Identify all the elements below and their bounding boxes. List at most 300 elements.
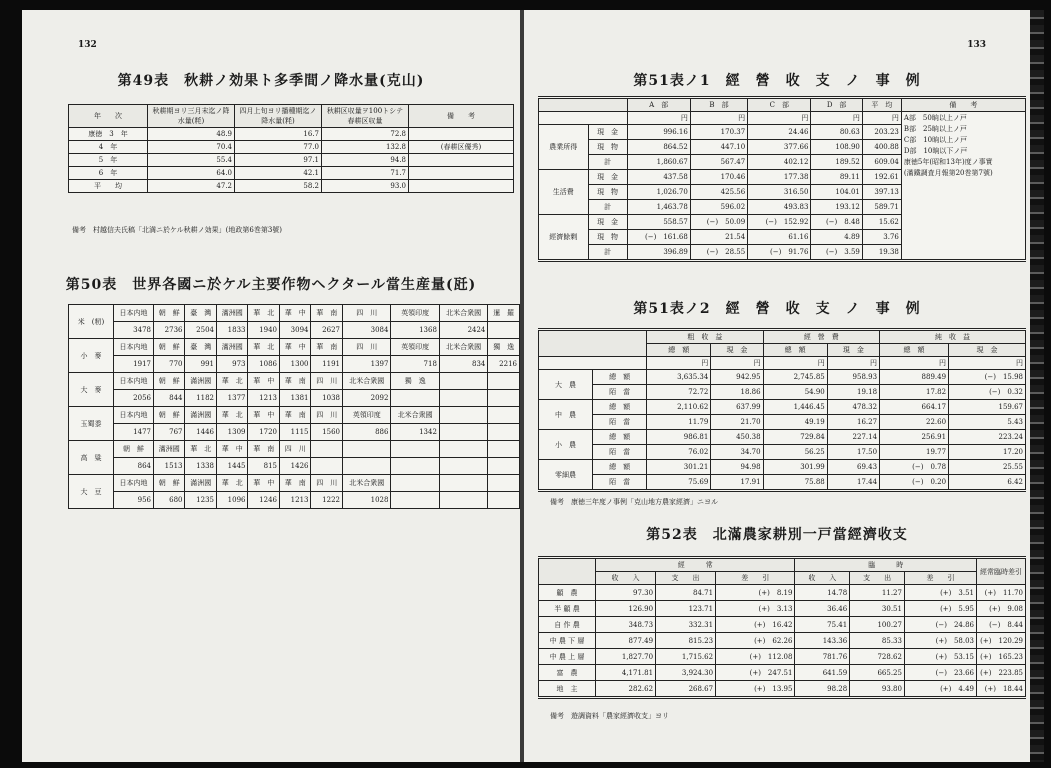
t512-kind: 陌 當 — [593, 415, 647, 430]
t511-value: 402.12 — [748, 155, 811, 170]
t50-country: 華 北 — [248, 305, 280, 322]
t49-cell-c: 132.8 — [322, 141, 409, 154]
t50-value — [488, 322, 520, 339]
t52-sub: 收 入 — [596, 572, 656, 585]
t511-value: (−) 161.68 — [627, 230, 690, 245]
t50-country: 北米合衆國 — [391, 407, 439, 424]
t50-country: 華 南 — [279, 373, 311, 390]
t512-value: (−) 0.78 — [880, 460, 949, 475]
t512-value: 72.72 — [647, 385, 711, 400]
t50-value: 991 — [185, 356, 217, 373]
t511-group: 農業所得 — [539, 125, 589, 170]
t49-cell-b: 77.0 — [235, 141, 322, 154]
t50-value: 1940 — [248, 322, 280, 339]
t511-value: 316.50 — [748, 185, 811, 200]
t512-value: (−) 0.20 — [880, 475, 949, 491]
t511-value: 61.16 — [748, 230, 811, 245]
t511-value: 558.57 — [627, 215, 690, 230]
t511-col: C 部 — [748, 98, 811, 112]
t512-value: 17.82 — [880, 385, 949, 400]
t52-name: 中 農 上 層 — [539, 649, 596, 665]
t50-country: 朝 鮮 — [153, 475, 185, 492]
t50-country: 華 中 — [248, 373, 280, 390]
t50-value: 1917 — [114, 356, 154, 373]
t49-note: (春耕区優秀) — [409, 141, 514, 154]
t512-group: 純 收 益 — [880, 330, 1026, 344]
table-51-2-footnote: 備考 康徳三年度ノ事例「克山地方農家經濟」ニヨル — [550, 498, 718, 506]
t511-remark-line: (滿鐵調査月報第20巻第7號) — [903, 169, 993, 177]
t52-sub: 差 引 — [716, 572, 795, 585]
t50-empty — [391, 492, 439, 509]
t511-value: 397.13 — [862, 185, 901, 200]
t50-value: 3094 — [279, 322, 311, 339]
table-52 — [538, 556, 1026, 699]
t50-country: 英領印度 — [391, 339, 439, 356]
t512-value: 17.50 — [827, 445, 879, 460]
t511-value: 177.38 — [748, 170, 811, 185]
t511-value: (−) 8.48 — [811, 215, 862, 230]
t50-country-row — [69, 373, 520, 390]
t511-value: 3.76 — [862, 230, 901, 245]
t512-value: 478.32 — [827, 400, 879, 415]
t512-kind: 陌 當 — [593, 475, 647, 491]
t50-value-row — [69, 390, 520, 407]
t52-value: (+) 53.15 — [904, 649, 976, 665]
t511-remark-line: B部 25晌以上ノ戸 — [903, 125, 967, 133]
t50-empty — [391, 458, 439, 475]
t511-item: 現 物 — [588, 230, 627, 245]
t52-name: 中 農 下 層 — [539, 633, 596, 649]
t52-value: (+) 11.70 — [977, 585, 1026, 601]
t50-value: 1096 — [216, 492, 248, 509]
t50-value: 1222 — [311, 492, 343, 509]
t49-note — [409, 154, 514, 167]
t50-empty — [311, 458, 343, 475]
t52-value: (+) 3.13 — [716, 601, 795, 617]
t50-country: 華 中 — [279, 339, 311, 356]
t50-country: 華 南 — [279, 475, 311, 492]
t50-value: 2056 — [114, 390, 154, 407]
t50-country: 四 川 — [311, 373, 343, 390]
t512-group: 經 營 費 — [763, 330, 879, 344]
t52-sub: 支 出 — [850, 572, 905, 585]
t511-col: 備 考 — [901, 98, 1025, 112]
t49-cell-b: 16.7 — [235, 128, 322, 141]
t50-country: 華 中 — [279, 305, 311, 322]
t512-value: 5.43 — [949, 415, 1026, 430]
t52-value: 282.62 — [596, 681, 656, 698]
t512-kind: 總 額 — [593, 370, 647, 385]
t512-kind: 總 額 — [593, 460, 647, 475]
t52-corner — [539, 558, 596, 585]
t511-remark-line: A部 50晌以上ノ戸 — [903, 114, 967, 122]
t50-value: 770 — [153, 356, 185, 373]
t50-value: 1300 — [279, 356, 311, 373]
t512-value: 986.81 — [647, 430, 711, 445]
t50-empty — [488, 475, 520, 492]
t50-country: 朝 鮮 — [153, 407, 185, 424]
t50-value: 2216 — [488, 356, 520, 373]
t52-value: (+) 3.51 — [904, 585, 976, 601]
t49-col-b: 四月上旬ヨリ播種期迄ノ降水量(粍) — [235, 105, 322, 128]
t49-note — [409, 180, 514, 193]
t49-cell-a: 48.9 — [148, 128, 235, 141]
t50-value: 864 — [114, 458, 154, 475]
t512-unit: 円 — [880, 357, 949, 370]
t511-value: 567.47 — [690, 155, 747, 170]
t511-item: 現 金 — [588, 125, 627, 140]
t50-country: 北米合衆國 — [342, 475, 390, 492]
table-49 — [68, 104, 514, 193]
t52-value: (+) 9.08 — [977, 601, 1026, 617]
t511-header — [539, 98, 1026, 112]
t52-value: (+) 5.95 — [904, 601, 976, 617]
t52-name: 顧 農 — [539, 585, 596, 601]
t511-value: 15.62 — [862, 215, 901, 230]
t50-empty — [391, 441, 439, 458]
t50-empty — [488, 458, 520, 475]
t50-country-row — [69, 339, 520, 356]
t52-value: (+) 8.19 — [716, 585, 795, 601]
t50-country: 暹 羅 — [488, 305, 520, 322]
t49-col-c: 秋耕区収量ヲ100トシテ春耕区収量 — [322, 105, 409, 128]
t512-farm: 大 農 — [539, 370, 593, 400]
t511-col: D 部 — [811, 98, 862, 112]
t512-farm: 中 農 — [539, 400, 593, 430]
t52-value: 728.62 — [850, 649, 905, 665]
t52-value: 268.67 — [656, 681, 716, 698]
t512-value: 16.27 — [827, 415, 879, 430]
t50-country: 華 中 — [216, 441, 248, 458]
t50-value: 956 — [114, 492, 154, 509]
t511-value: 437.58 — [627, 170, 690, 185]
page-number-left: 132 — [78, 40, 97, 50]
t52-row — [539, 633, 1026, 649]
t50-country: 日本内地 — [114, 305, 154, 322]
left-page — [22, 10, 520, 762]
t50-country: 四 川 — [279, 441, 311, 458]
t52-value: (+) 62.26 — [716, 633, 795, 649]
t49-cell-c: 71.7 — [322, 167, 409, 180]
t52-value: 781.76 — [795, 649, 850, 665]
t511-item: 計 — [588, 155, 627, 170]
t511-value: 4.89 — [811, 230, 862, 245]
t49-year: 康徳 3 年 — [69, 128, 148, 141]
t50-value: 1513 — [153, 458, 185, 475]
t511-unit: 円 — [690, 112, 747, 125]
t50-value-row — [69, 424, 520, 441]
t50-empty — [488, 407, 520, 424]
t511-value: 609.04 — [862, 155, 901, 170]
t512-value: 3,635.34 — [647, 370, 711, 385]
t512-unit: 円 — [647, 357, 711, 370]
t50-value: 1028 — [342, 492, 390, 509]
t50-country: 華 南 — [311, 339, 343, 356]
t512-value: 75.69 — [647, 475, 711, 491]
t50-value-row — [69, 458, 520, 475]
t52-value: 14.78 — [795, 585, 850, 601]
t50-value: 1342 — [391, 424, 439, 441]
t52-value: (−) 23.66 — [904, 665, 976, 681]
t49-row — [69, 141, 514, 154]
t50-country: 朝 鮮 — [153, 339, 185, 356]
t511-value: 203.23 — [862, 125, 901, 140]
t49-row — [69, 128, 514, 141]
t50-empty — [439, 424, 487, 441]
t512-value: 18.86 — [711, 385, 763, 400]
t52-value: 98.28 — [795, 681, 850, 698]
t49-year: 5 年 — [69, 154, 148, 167]
table-52-footnote: 備考 遊調資料「農家經濟收支」ヨリ — [550, 712, 669, 720]
t50-empty — [488, 373, 520, 390]
t511-value: 24.46 — [748, 125, 811, 140]
t50-country: 四 川 — [342, 339, 390, 356]
t52-header-sub — [539, 572, 1026, 585]
t512-value: 25.55 — [949, 460, 1026, 475]
t512-value: 34.70 — [711, 445, 763, 460]
t50-value: 1446 — [185, 424, 217, 441]
t52-value: 641.59 — [795, 665, 850, 681]
t512-kind: 總 額 — [593, 430, 647, 445]
t512-value: 17.91 — [711, 475, 763, 491]
t52-value: 93.80 — [850, 681, 905, 698]
t52-value: 665.25 — [850, 665, 905, 681]
t512-row — [539, 400, 1026, 415]
t512-row — [539, 460, 1026, 475]
t511-value: 80.63 — [811, 125, 862, 140]
t49-year: 平 均 — [69, 180, 148, 193]
t50-value: 767 — [153, 424, 185, 441]
t52-value: 815.23 — [656, 633, 716, 649]
t512-sub: 總 額 — [763, 344, 827, 357]
t50-value: 1368 — [391, 322, 439, 339]
t50-country-row — [69, 407, 520, 424]
t49-row — [69, 167, 514, 180]
table-51-2 — [538, 328, 1026, 492]
t512-value: 301.99 — [763, 460, 827, 475]
t50-value: 1445 — [216, 458, 248, 475]
t50-country: 華 北 — [185, 441, 217, 458]
t512-value: 19.77 — [880, 445, 949, 460]
t52-value: (−) 24.86 — [904, 617, 976, 633]
t50-empty — [439, 458, 487, 475]
t512-sub: 現 金 — [711, 344, 763, 357]
t49-cell-a: 70.4 — [148, 141, 235, 154]
t52-value: 348.73 — [596, 617, 656, 633]
t50-country: 華 南 — [279, 407, 311, 424]
t50-value: 2092 — [342, 390, 390, 407]
t50-crop-name: 高 粱 — [69, 441, 114, 475]
t52-value: (+) 16.42 — [716, 617, 795, 633]
t50-value: 1309 — [216, 424, 248, 441]
t512-value: 69.43 — [827, 460, 879, 475]
t50-country: 日本内地 — [114, 407, 154, 424]
t511-remarks — [901, 112, 1025, 261]
t50-value: 834 — [439, 356, 487, 373]
t49-year: 6 年 — [69, 167, 148, 180]
t50-empty — [488, 424, 520, 441]
t50-value — [391, 390, 439, 407]
t50-value-row — [69, 492, 520, 509]
table-49-title: 第49表 秋耕ノ効果ト多季間ノ降水量(克山) — [117, 73, 425, 89]
t512-kind: 陌 當 — [593, 445, 647, 460]
t512-value: 2,745.85 — [763, 370, 827, 385]
t52-group: 經常臨時差引 — [977, 558, 1026, 585]
t50-country: 華 南 — [248, 441, 280, 458]
t511-unit-corner — [539, 112, 628, 125]
t52-value: 1,827.70 — [596, 649, 656, 665]
t512-value: 54.90 — [763, 385, 827, 400]
t511-item: 計 — [588, 200, 627, 215]
t512-unit: 円 — [827, 357, 879, 370]
t50-country: 四 川 — [342, 305, 390, 322]
t52-value: (+) 58.03 — [904, 633, 976, 649]
t52-value: (+) 223.85 — [977, 665, 1026, 681]
t49-col-a: 秋耕期ヨリ三月末迄ノ降水量(粍) — [148, 105, 235, 128]
t52-value: 36.46 — [795, 601, 850, 617]
t511-item: 現 金 — [588, 170, 627, 185]
t511-col: B 部 — [690, 98, 747, 112]
t50-value: 2504 — [185, 322, 217, 339]
t50-value: 1560 — [311, 424, 343, 441]
t50-country: 華 北 — [216, 373, 248, 390]
t512-row — [539, 475, 1026, 491]
t50-crop-name: 大 麥 — [69, 373, 114, 407]
t511-corner — [539, 98, 628, 112]
t50-country: 日本内地 — [114, 373, 154, 390]
t52-value: 4,171.81 — [596, 665, 656, 681]
t511-unit: 円 — [811, 112, 862, 125]
t50-country: 華 北 — [216, 407, 248, 424]
t512-value: 301.21 — [647, 460, 711, 475]
t50-value: 718 — [391, 356, 439, 373]
t511-value: 400.88 — [862, 140, 901, 155]
t511-value: 1,463.78 — [627, 200, 690, 215]
t52-value: 332.31 — [656, 617, 716, 633]
t512-value: 729.84 — [763, 430, 827, 445]
t50-country-row — [69, 305, 520, 322]
page-number-right: 133 — [967, 40, 986, 50]
t512-value: 958.93 — [827, 370, 879, 385]
t50-crop-name: 小 麥 — [69, 339, 114, 373]
scan-edge — [1030, 10, 1044, 762]
t511-value: 19.38 — [862, 245, 901, 261]
t52-value: (+) 13.95 — [716, 681, 795, 698]
table-51-1 — [538, 96, 1026, 262]
t511-value: (−) 3.59 — [811, 245, 862, 261]
t50-country: 臺 灣 — [185, 305, 217, 322]
t50-country: 滿洲國 — [185, 475, 217, 492]
t50-value: 1338 — [185, 458, 217, 475]
t49-cell-a: 47.2 — [148, 180, 235, 193]
t512-sub: 總 額 — [880, 344, 949, 357]
t511-value: (−) 152.92 — [748, 215, 811, 230]
t512-value: 11.79 — [647, 415, 711, 430]
t50-country: 華 北 — [216, 475, 248, 492]
t50-empty — [488, 390, 520, 407]
t511-value: 170.46 — [690, 170, 747, 185]
t52-value: 97.30 — [596, 585, 656, 601]
t512-group: 粗 收 益 — [647, 330, 763, 344]
t50-crop-name: 玉蜀黍 — [69, 407, 114, 441]
t511-group: 經濟餘剰 — [539, 215, 589, 261]
t512-unit-row — [539, 357, 1026, 370]
t511-value: 21.54 — [690, 230, 747, 245]
t512-kind: 總 額 — [593, 400, 647, 415]
t512-value: 2,110.62 — [647, 400, 711, 415]
t511-value: 170.37 — [690, 125, 747, 140]
t512-value: (−) 15.98 — [949, 370, 1026, 385]
t50-empty — [439, 373, 487, 390]
t50-country: 滿洲國 — [185, 373, 217, 390]
t52-value: 85.33 — [850, 633, 905, 649]
t511-remark-line: 康徳5年(昭和13年)度ノ事實 — [903, 158, 993, 166]
t50-country: 北米合衆國 — [342, 373, 390, 390]
t512-value: 76.02 — [647, 445, 711, 460]
t50-crop-name: 大 豆 — [69, 475, 114, 509]
t52-row — [539, 665, 1026, 681]
t50-value: 1213 — [248, 390, 280, 407]
t511-value: 493.83 — [748, 200, 811, 215]
t50-empty — [342, 458, 390, 475]
t512-value: 94.98 — [711, 460, 763, 475]
t52-value: 126.90 — [596, 601, 656, 617]
t512-value: 6.42 — [949, 475, 1026, 491]
t50-empty — [342, 441, 390, 458]
t50-country: 華 南 — [311, 305, 343, 322]
t512-value: 19.18 — [827, 385, 879, 400]
t511-value: 447.10 — [690, 140, 747, 155]
t52-sub: 差 引 — [904, 572, 976, 585]
t511-unit: 円 — [748, 112, 811, 125]
t50-value: 1426 — [279, 458, 311, 475]
t512-header-top — [539, 330, 1026, 344]
t50-empty — [439, 407, 487, 424]
t52-name: 半 顧 農 — [539, 601, 596, 617]
t50-value-row — [69, 356, 520, 373]
t50-empty — [439, 390, 487, 407]
t49-col-note: 備 考 — [409, 105, 514, 128]
t49-cell-c: 93.0 — [322, 180, 409, 193]
t511-item: 現 物 — [588, 140, 627, 155]
t50-country: 獨 逸 — [391, 373, 439, 390]
t50-value: 1397 — [342, 356, 390, 373]
t50-value: 1213 — [279, 492, 311, 509]
t52-name: 富 農 — [539, 665, 596, 681]
t52-value: 11.27 — [850, 585, 905, 601]
t52-value: 1,715.62 — [656, 649, 716, 665]
t511-col: 平 均 — [862, 98, 901, 112]
t50-value: 815 — [248, 458, 280, 475]
t49-note — [409, 167, 514, 180]
t50-empty — [439, 441, 487, 458]
t50-country-row — [69, 441, 520, 458]
t52-value: (+) 112.08 — [716, 649, 795, 665]
t50-value: 1833 — [216, 322, 248, 339]
t52-value: (+) 4.49 — [904, 681, 976, 698]
t512-value: 159.67 — [949, 400, 1026, 415]
t512-row — [539, 370, 1026, 385]
t49-cell-b: 97.1 — [235, 154, 322, 167]
t512-row — [539, 430, 1026, 445]
t50-value: 1381 — [279, 390, 311, 407]
t52-row — [539, 601, 1026, 617]
t512-value: 75.88 — [763, 475, 827, 491]
t50-value: 3084 — [342, 322, 390, 339]
t52-header-top — [539, 558, 1026, 572]
t511-col: A 部 — [627, 98, 690, 112]
t50-country: 滿洲國 — [216, 305, 248, 322]
